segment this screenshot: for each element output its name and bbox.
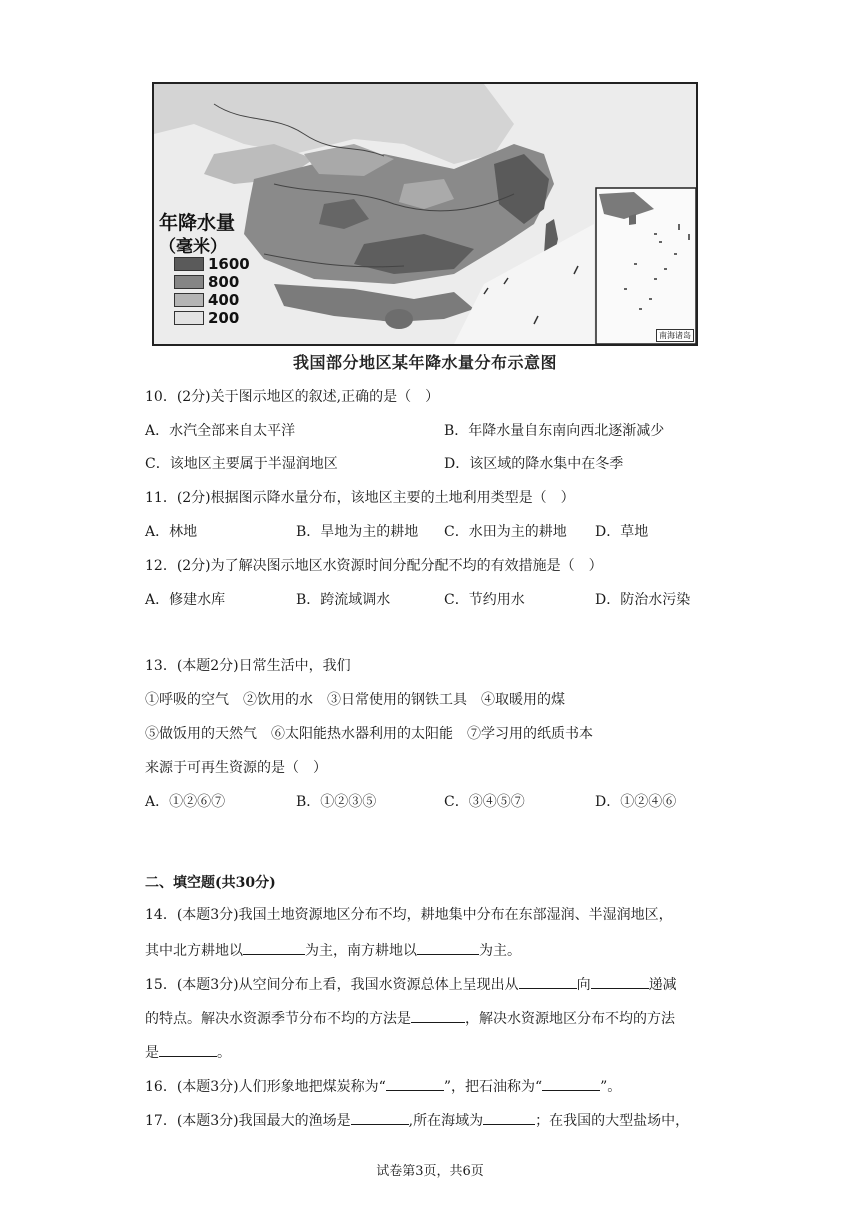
q14-text: 为主，南方耕地以 bbox=[305, 943, 417, 959]
q15-text: ，解决水资源地区分布不均的方法 bbox=[465, 1011, 675, 1027]
page-footer: 试卷第3页，共6页 bbox=[376, 1164, 484, 1179]
question-13-line3: 来源于可再生资源的是（ ） bbox=[145, 760, 327, 776]
q16-text: 16．(本题3分)人们形象地把煤炭称为“ bbox=[145, 1079, 386, 1095]
q12-option-b[interactable]: B．跨流域调水 bbox=[296, 592, 391, 608]
q10-option-d[interactable]: D．该区域的降水集中在冬季 bbox=[444, 456, 624, 472]
answer-blank[interactable] bbox=[483, 1109, 535, 1125]
legend-unit: （毫米） bbox=[159, 237, 227, 257]
q17-text: 17．(本题3分)我国最大的渔场是 bbox=[145, 1113, 351, 1129]
q15-text: 。 bbox=[217, 1045, 231, 1061]
q17-text: ；在我国的大型盐场中， bbox=[535, 1113, 690, 1129]
answer-blank[interactable] bbox=[417, 939, 479, 955]
answer-blank[interactable] bbox=[591, 973, 649, 989]
q15-text: 的特点。解决水资源季节分布不均的方法是 bbox=[145, 1011, 411, 1027]
legend-title: 年降水量 bbox=[159, 212, 236, 234]
q12-option-a[interactable]: A．修建水库 bbox=[145, 592, 226, 608]
q10-option-a[interactable]: A．水汽全部来自太平洋 bbox=[145, 423, 296, 439]
q15-text: 是 bbox=[145, 1045, 159, 1061]
question-13-line2: ⑤做饭用的天然气 ⑥太阳能热水器利用的太阳能 ⑦学习用的纸质书本 bbox=[145, 726, 593, 742]
answer-blank[interactable] bbox=[386, 1075, 444, 1091]
question-11-stem: 11．(2分)根据图示降水量分布，该地区主要的土地利用类型是（ ） bbox=[145, 490, 575, 506]
question-13-stem: 13．(本题2分)日常生活中，我们 bbox=[145, 658, 351, 674]
q15-text: 15．(本题3分)从空间分布上看，我国水资源总体上呈现出从 bbox=[145, 977, 519, 993]
q11-option-a[interactable]: A．林地 bbox=[145, 524, 198, 540]
q11-option-c[interactable]: C．水田为主的耕地 bbox=[444, 524, 567, 540]
legend-item bbox=[174, 310, 239, 326]
q11-option-b[interactable]: B．旱地为主的耕地 bbox=[296, 524, 419, 540]
q16-text: ”。 bbox=[600, 1079, 622, 1095]
answer-blank[interactable] bbox=[243, 939, 305, 955]
answer-blank[interactable] bbox=[351, 1109, 409, 1125]
question-15-line2 bbox=[145, 1007, 675, 1029]
q16-text: ”，把石油称为“ bbox=[443, 1079, 543, 1095]
q13-option-c[interactable]: C．③④⑤⑦ bbox=[444, 794, 525, 810]
q11-option-d[interactable]: D．草地 bbox=[595, 524, 649, 540]
question-10-stem: 10．(2分)关于图示地区的叙述,正确的是（ ） bbox=[145, 389, 440, 405]
question-12-stem: 12．(2分)为了解决图示地区水资源时间分配分配不均的有效措施是（ ） bbox=[145, 558, 603, 574]
q13-option-a[interactable]: A．①②⑥⑦ bbox=[145, 794, 226, 810]
q10-option-b[interactable]: B．年降水量自东南向西北逐渐减少 bbox=[444, 423, 665, 439]
legend-label: 200 bbox=[208, 309, 240, 327]
legend-label: 800 bbox=[208, 273, 240, 291]
answer-blank[interactable] bbox=[542, 1075, 600, 1091]
legend-item bbox=[174, 292, 239, 308]
question-15-line3 bbox=[145, 1041, 231, 1063]
answer-blank[interactable] bbox=[519, 973, 577, 989]
precipitation-map bbox=[152, 82, 698, 346]
legend-swatch bbox=[174, 275, 204, 289]
question-14-line1: 14．(本题3分)我国土地资源地区分布不均，耕地集中分布在东部湿润、半湿润地区， bbox=[145, 907, 673, 923]
question-13-line1: ①呼吸的空气 ②饮用的水 ③日常使用的钢铁工具 ④取暖用的煤 bbox=[145, 692, 565, 708]
legend-swatch bbox=[174, 257, 204, 271]
legend-swatch bbox=[174, 311, 204, 325]
map-caption: 我国部分地区某年降水量分布示意图 bbox=[292, 353, 557, 372]
question-14-line2 bbox=[145, 939, 521, 961]
q14-text: 为主。 bbox=[479, 943, 521, 959]
question-15-line1 bbox=[145, 973, 677, 995]
legend-item bbox=[174, 256, 250, 272]
q13-option-b[interactable]: B．①②③⑤ bbox=[296, 794, 377, 810]
q13-option-d[interactable]: D．①②④⑥ bbox=[595, 794, 677, 810]
q15-text: 递减 bbox=[648, 977, 677, 993]
answer-blank[interactable] bbox=[411, 1007, 465, 1023]
legend-label: 1600 bbox=[208, 255, 250, 273]
q15-text: 向 bbox=[576, 977, 591, 993]
question-16 bbox=[145, 1075, 621, 1097]
inset-label: 南海诸岛 bbox=[656, 329, 694, 342]
q17-text: ,所在海域为 bbox=[408, 1113, 484, 1129]
question-17 bbox=[145, 1109, 689, 1131]
legend-swatch bbox=[174, 293, 204, 307]
answer-blank[interactable] bbox=[159, 1041, 217, 1057]
q12-option-c[interactable]: C．节约用水 bbox=[444, 592, 525, 608]
legend-label: 400 bbox=[208, 291, 240, 309]
q12-option-d[interactable]: D．防治水污染 bbox=[595, 592, 691, 608]
legend-item bbox=[174, 274, 239, 290]
q10-option-c[interactable]: C．该地区主要属于半湿润地区 bbox=[145, 456, 338, 472]
section-title: 二、填空题(共30分) bbox=[145, 875, 276, 891]
q14-text: 其中北方耕地以 bbox=[145, 943, 243, 959]
